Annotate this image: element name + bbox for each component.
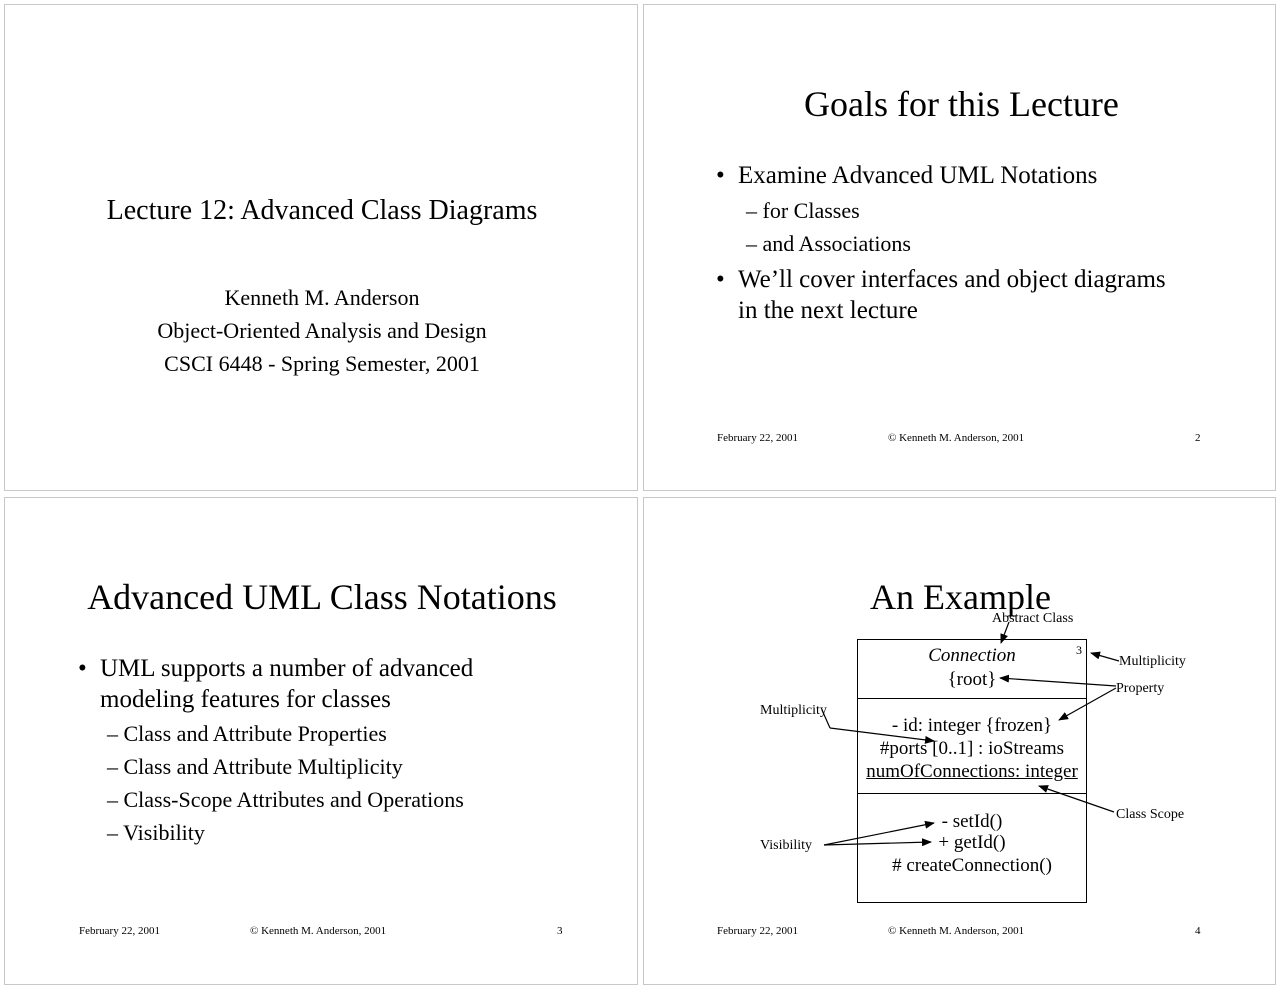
label-multiplicity-left: Multiplicity — [760, 703, 827, 718]
bullet-icon: • — [78, 655, 87, 682]
sub-bullet-item: – Class-Scope Attributes and Operations — [107, 787, 464, 812]
uml-attribute-class-scope: numOfConnections: integer — [866, 761, 1078, 782]
arrow-class-scope — [1039, 786, 1114, 812]
footer-date: February 22, 2001 — [717, 432, 798, 444]
footer-page-number: 4 — [1195, 925, 1201, 937]
course-term: CSCI 6448 - Spring Semester, 2001 — [164, 351, 480, 376]
label-property: Property — [1116, 681, 1165, 696]
footer-copyright: © Kenneth M. Anderson, 2001 — [888, 432, 1025, 444]
bullet-item: • We’ll cover interfaces and object diagrams in the next lecture — [716, 266, 1166, 324]
slide-title: Goals for this Lecture — [804, 84, 1119, 124]
author-name: Kenneth M. Anderson — [224, 285, 420, 310]
arrow-visibility-get — [824, 842, 931, 845]
sub-bullet-item: – and Associations — [746, 231, 911, 256]
arrow-visibility-set — [824, 823, 934, 845]
label-class-scope: Class Scope — [1116, 807, 1185, 822]
label-abstract-class: Abstract Class — [992, 611, 1074, 626]
uml-attribute: - id: integer {frozen} — [891, 715, 1053, 736]
annotation-arrows — [644, 498, 1277, 986]
slide-example — [643, 497, 1276, 985]
bullet-icon: • — [716, 266, 725, 293]
bullet-icon: • — [716, 162, 725, 189]
course-name: Object-Oriented Analysis and Design — [157, 318, 487, 343]
sub-bullet-item: – Visibility — [107, 820, 205, 845]
sub-bullet-item: – for Classes — [746, 198, 860, 223]
slide-title: Advanced UML Class Notations — [87, 577, 557, 617]
slide-advanced-notations — [4, 497, 638, 985]
footer-page-number: 2 — [1195, 432, 1201, 444]
uml-operation: + getId() — [938, 832, 1006, 853]
uml-class-name: Connection — [928, 645, 1016, 666]
uml-attribute: #ports [0..1] : ioStreams — [879, 738, 1065, 759]
slide-title-page — [4, 4, 638, 491]
sub-bullet-item: – Class and Attribute Multiplicity — [107, 754, 403, 779]
sub-bullet-item: – Class and Attribute Properties — [107, 721, 387, 746]
arrow-multiplicity-left — [830, 728, 934, 741]
arrow-multiplicity-left-stem — [822, 710, 830, 728]
footer-page-number: 3 — [557, 925, 563, 937]
label-multiplicity-right: Multiplicity — [1119, 654, 1186, 669]
uml-class-property: {root} — [947, 669, 997, 690]
slide-title: An Example — [870, 577, 1051, 617]
uml-multiplicity-value: 3 — [1076, 643, 1082, 657]
uml-operation: # createConnection() — [892, 855, 1052, 876]
lecture-title: Lecture 12: Advanced Class Diagrams — [106, 195, 538, 226]
arrow-property-frozen — [1059, 688, 1116, 720]
footer-copyright: © Kenneth M. Anderson, 2001 — [250, 925, 387, 937]
footer-copyright: © Kenneth M. Anderson, 2001 — [888, 925, 1025, 937]
slide-goals — [643, 4, 1276, 491]
arrow-multiplicity-right — [1091, 653, 1119, 661]
footer-date: February 22, 2001 — [717, 925, 798, 937]
arrow-property-root — [1000, 678, 1116, 686]
arrow-abstract-class — [1001, 622, 1009, 643]
label-visibility: Visibility — [760, 838, 813, 853]
bullet-item: • Examine Advanced UML Notations — [716, 162, 1098, 189]
bullet-item: • UML supports a number of advanced modeling features for classes — [78, 655, 474, 713]
footer-date: February 22, 2001 — [79, 925, 160, 937]
uml-operation: - setId() — [941, 811, 1003, 832]
